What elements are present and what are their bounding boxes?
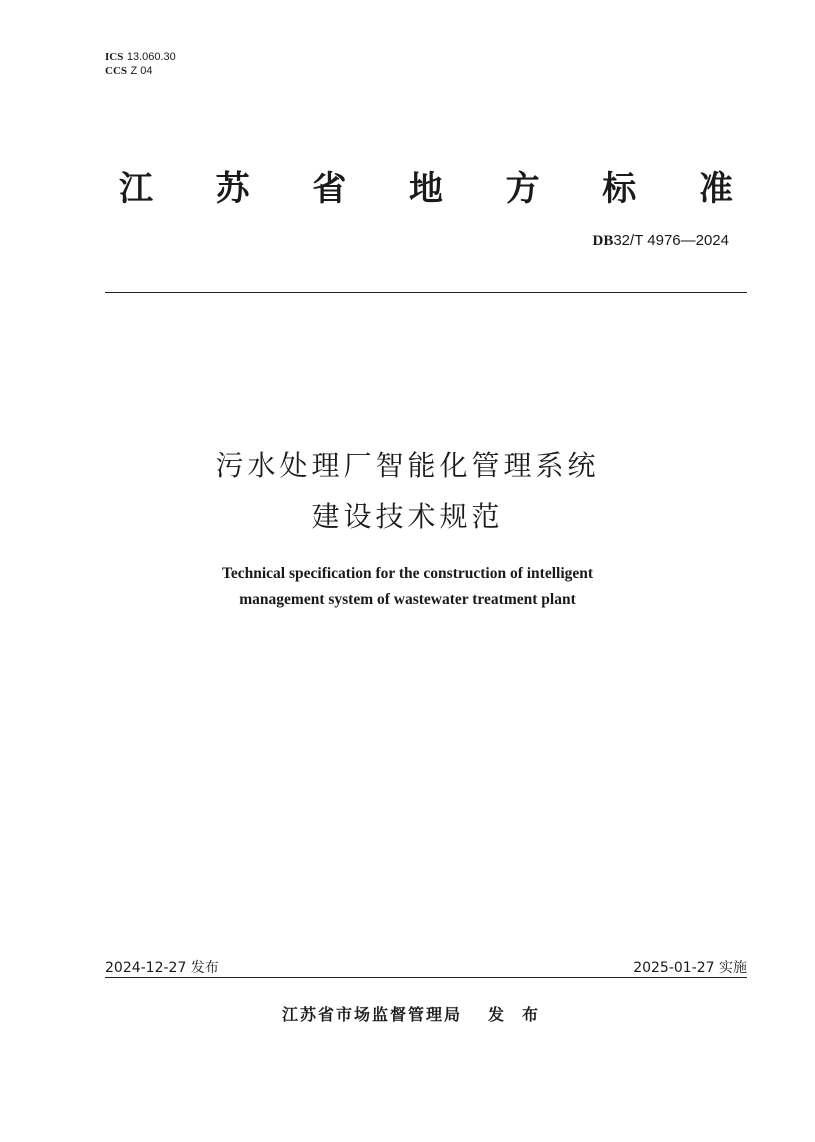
top-divider (105, 292, 747, 293)
issuer-name: 江苏省市场监督管理局 (282, 1005, 463, 1024)
category-char: 苏 (215, 168, 250, 209)
classification-codes (105, 50, 176, 78)
issuer-action: 发布 (488, 1005, 557, 1024)
title-en-line2: management system of wastewater treatment plant (239, 591, 576, 608)
ccs-value: Z 04 (130, 65, 153, 77)
ics-value: 13.060.30 (126, 51, 176, 63)
ccs-label: CCS (105, 65, 128, 77)
issuer (282, 1002, 556, 1025)
standard-number-prefix: DB (592, 233, 614, 249)
ccs-code (105, 64, 176, 78)
category-char: 标 (602, 168, 637, 209)
ics-code (105, 50, 176, 64)
bottom-divider (105, 977, 747, 978)
category-char: 江 (119, 168, 153, 209)
standard-number-value: 32/T 4976—2024 (613, 232, 729, 249)
ics-label: ICS (105, 51, 124, 63)
category-char: 省 (312, 168, 347, 209)
title-en-line1: Technical specification for the construction of intelligent (221, 565, 594, 582)
title-zh-line1: 污水处理厂智能化管理系统 (215, 449, 600, 482)
category-char: 地 (408, 168, 443, 209)
category-char: 准 (698, 168, 733, 209)
title-zh-line2: 建设技术规范 (311, 500, 504, 533)
standard-number (593, 231, 730, 250)
category-char: 方 (505, 168, 540, 209)
implementation-date: 2025-01-27 实施 (633, 960, 747, 976)
issue-date: 2024-12-27 发布 (105, 960, 219, 976)
standard-category (105, 160, 745, 210)
